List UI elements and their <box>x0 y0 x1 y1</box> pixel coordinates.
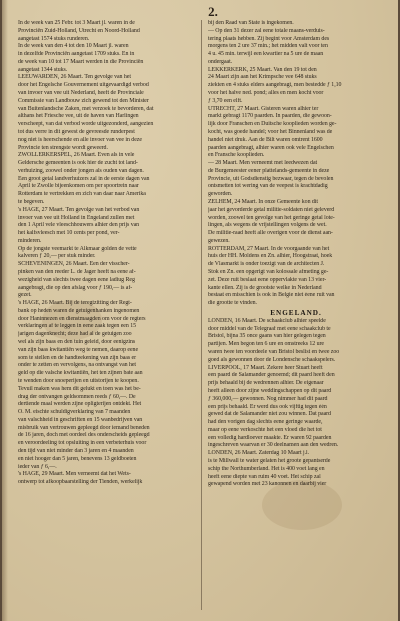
text-line: kante ellen. Zij is de grootste welke in Nederland <box>208 284 322 291</box>
text-line: gezet. <box>18 292 32 299</box>
text-line: — 28 Maart. Men verneemt met leedwezen dat <box>208 160 318 167</box>
text-line: de Burgemeester eener plattelands-gemeente in deze <box>208 167 330 174</box>
text-line: had den vorigen dag slechts eene geringe waarde, <box>208 419 323 426</box>
text-line: den 1 April vele vleeschhouwers alhier den prijs van <box>18 222 140 229</box>
text-line: lijk door Franschen en Duitsche kooplieden worden ge- <box>208 121 337 128</box>
text-line: heeft alleen door zijne weddingschappen op dit paard <box>208 387 332 394</box>
text-line: bij den Raad van State is ingekomen. <box>208 20 294 26</box>
text-line: Stok en Zn. een opgerigt van kolossale afmeting ge- <box>208 269 329 275</box>
text-line: paarden aangebragt, alhier waren ook vele Engelschen <box>208 144 334 151</box>
text-line: lingen, als wegens de vrijstellingen volgens de wet. <box>208 222 327 229</box>
text-line: en veroordeeling tot opsluiting in een verbeterhuis voor <box>18 440 147 447</box>
page-edge-shadow <box>2 0 8 621</box>
text-line: te wenden door snoeperijen en uitstorijen te koopen. <box>18 377 139 384</box>
text-line: van valschheid in geschriften en 15 wanbedrijven van <box>18 416 143 423</box>
text-line: van Buitenlandsche Zaken, met verzoek te bevorderen, dat <box>18 105 154 112</box>
text-line: bestaat en misschien is ook in Belgie niet éene ruit van <box>208 292 335 299</box>
text-line: heeft eene diepte van ruim 40 voet. Het schip zal <box>208 473 321 480</box>
text-line: de 16 jaren, doch met oordeel des onderscheids gepleegd <box>18 432 150 439</box>
column-divider <box>201 20 202 610</box>
text-line: markt gebragt 1170 paarden. In paarden, die gewoon- <box>208 113 332 120</box>
text-line: tering plaats hebben. Zij begint voor Amsterdam des <box>208 35 330 42</box>
right-column-top <box>208 20 384 308</box>
text-line: worden, zoowel ten gevolge van het geringe getal lote- <box>208 214 335 221</box>
text-line: bank op heden waren de getuigenhanken ingenomen <box>18 307 140 314</box>
right-column <box>208 20 384 489</box>
text-line: ontwerp tot afkoopbaarstelling der Tienden, werkelijk <box>18 479 143 486</box>
text-line: LEEUWARDEN, 26 Maart. Ten gevolge van het <box>18 74 131 81</box>
text-line: De militie-raad heeft alle overigen voor de dienst aan- <box>208 230 333 237</box>
text-line: ingeschreven waarvan er 30 deelnamen aan den wedren. <box>208 442 339 449</box>
text-line: minderen. <box>18 237 42 244</box>
text-line: van invoer van vee uit Nederland, heeft de Provinciale <box>18 90 144 97</box>
text-line: morgens ten 2 ure 37 min.; het midden valt voor ten <box>208 43 328 50</box>
text-line: kocht, was goede handel; voor het Binnenland was de <box>208 128 333 135</box>
text-line: Provincie, uit Godsdienstig bezwaar, tegen de bevolen <box>208 175 334 182</box>
text-line: geld op die valsche kwitantiën, het ten zijnen bate aan <box>18 370 143 377</box>
text-line: den tijd van niet minder dan 3 jaren en 4 maanden <box>18 447 134 454</box>
text-line: waren twee ten voordeele van Bristol beslist en twee zoo <box>208 349 340 356</box>
text-line: 4 u. 45 min. terwijl een kwartier na 5 ure de maan <box>208 51 324 58</box>
text-line: 's HAGE, 26 Maart. Bij de teregtzitting der Regt- <box>18 300 132 307</box>
text-line: jaar het gevorderde getal militie-soldaten niet geleverd <box>208 206 335 213</box>
text-line: SCHEVENINGEN, 26 Maart. Een der visscher- <box>18 261 130 268</box>
text-line: de Vlasmarkt is onder toezigt van de architecten J. <box>208 261 325 268</box>
text-line: pinken van den reeder L. de Jager heeft na eene af- <box>18 269 136 275</box>
text-line: ZELHEM, 24 Maart. In onze Gemeente kon dit <box>208 198 318 205</box>
text-line: prijs behaald bij de wedrennen alhier. De eigenaar <box>208 380 324 387</box>
text-line: verhuizing, zoowel onder jongen als ouden van dagen. <box>18 167 144 174</box>
text-line: kalveren ƒ 20,— per stuk minder. <box>18 253 96 260</box>
left-column <box>18 20 194 487</box>
text-line: aangebragt, die op den afslag voor ƒ 190,— is af- <box>18 284 133 291</box>
text-line: althans het Friesche vee, uit de haven van Harlingen <box>18 113 139 120</box>
text-line: Op de jongste veemarkt te Alkmaar golden de vette <box>18 245 137 252</box>
text-line: aangetast 1574 stuks runderen. <box>18 35 90 42</box>
text-line: UTRECHT, 27 Maart. Gisteren waren alhier ter <box>208 105 319 112</box>
text-line: een volledig hardloever maakte. Er waren 92 paarden <box>208 434 332 441</box>
text-line: een prijs behaald. Er werd dus ook vijftig tegen één <box>208 403 327 410</box>
section-heading-engeland: ENGELAND. <box>270 308 322 317</box>
text-line: dertiende maal werden zijne opligterijen ontdekt. Het <box>18 401 142 408</box>
text-line: 24 Maart zijn aan het Krimpsche vee 648 stuks <box>208 74 317 81</box>
text-line: is te Millwall te water gelaten het groote gepantserde <box>208 457 331 464</box>
text-line: Geldersche gemeenten is ook hier de zucht tot land- <box>18 160 138 167</box>
text-line: jarigen dagenknecht; deze had al de getuigen zoo <box>18 331 132 338</box>
text-line: verscheept, van dat verbod worde uitgezonderd, aangezien <box>18 121 154 128</box>
text-line: die grootte te vinden. <box>208 300 257 307</box>
text-line: schip the Northumberland. Het is 400 voet lang en <box>208 465 325 472</box>
text-line: handel niet druk. Aan de Bilt waren omtrent 1600 <box>208 136 323 143</box>
text-line: April te Zwolle bijeenkomen om per spoortrein naar <box>18 183 139 190</box>
text-line: misbruik van vertrouwen gepleegd door iemand beneden <box>18 424 150 431</box>
text-line: ontsmetten tot wering van de veepest is krachtdadig <box>208 183 328 190</box>
text-line: geworden. <box>208 191 233 198</box>
text-line: wezigheid van slechts twee dagen eene ladiug Reg <box>18 276 135 283</box>
text-line: In de week van den 4 tot den 10 Maart jl. waren <box>18 43 129 50</box>
text-line: Tevuil maken was hem dit gelukt en toen was het be- <box>18 385 141 392</box>
text-line: gewapend worden met 23 kanonnen en daarbij vier <box>208 481 327 488</box>
text-line: het kalfsvleesch met 10 cents per pond, ver- <box>18 230 120 237</box>
text-line: ondergaat. <box>208 58 233 65</box>
text-line: LONDEN, 16 Maart. De schaakclub alhier speelde <box>208 317 326 324</box>
text-line: nog niet is heerschende en alle invoer van vee in deze <box>18 136 142 143</box>
text-line: verklaringen af te leggen in eene zaak tegen een 15 <box>18 323 136 330</box>
text-line: Bristol, bijna 35 once gaans van hier gelegen tegen <box>208 333 326 340</box>
text-line: Provinciën Zuid-Holland, Utrecht en Noord-Holland <box>18 27 140 34</box>
text-line: ƒ 3,70 een elft. <box>208 97 243 104</box>
text-line: en Fransche kooplieden. <box>208 152 265 159</box>
page-number: 2. <box>208 4 218 19</box>
text-line: LEKKERKERK, 25 Maart. Van den 19 tot den <box>208 66 317 73</box>
newspaper-page <box>2 0 398 621</box>
text-line: In de week van 25 Febr. tot 3 Maart jl. waren in de <box>18 20 135 26</box>
text-line: LIVERPOOL, 17 Maart. Zekere heer Stuart heeft <box>208 364 323 371</box>
text-line: tot dus verre in dit gewest de gevreesde runderpest <box>18 128 135 135</box>
right-column-bottom <box>208 318 384 489</box>
text-line: wel als zijn baas en den tuin geleid, door eenigzins <box>18 339 136 346</box>
text-line: door Haninnezen en dienstmaagden om voor de regters <box>18 315 146 322</box>
text-line: partijen. Men begon ten 6 ure en omstreeks 12 ure <box>208 341 324 348</box>
text-line: voor het halve ned. pond; alles en men kocht voor <box>208 90 324 97</box>
text-line: Commissie van Landbouw zich gewend tot den Minister <box>18 97 149 104</box>
text-line: ZWOLLERKERSPEL, 26 Maart. Even als in vele <box>18 152 135 159</box>
text-line: van zijn baas kwitantiën weg te nemen, daarop eene <box>18 346 139 353</box>
text-line: LONDEN, 26 Maart. Zaterdag 10 Maart j.l. <box>208 450 310 457</box>
text-line: 's HAGE, 27 Maart. Ten gevolge van het verbod van <box>18 206 140 213</box>
text-line: gewezen. <box>208 237 230 244</box>
text-line: som te stellen en de handteekening van zijn baas er <box>18 354 137 361</box>
text-line: drag der ontvangen geldsommen reeds ƒ 60,—. De <box>18 393 136 400</box>
text-line: onder te zetten en vervolgens, na ontvangst van het <box>18 362 137 369</box>
text-line: in dezelfde Provinciën aangetast 1709 stuks. En in <box>18 51 135 58</box>
text-line: Provincie ten strengste wordt geweerd. <box>18 144 108 151</box>
text-line: huis der HH. Moldens en Zn. alhier, Hoogstraat, hoek <box>208 253 333 260</box>
text-line: goed als gewonnen door de Londensche schaakspelers. <box>208 356 336 363</box>
text-line: ieder van ƒ 6,—. <box>18 463 57 470</box>
text-line: een paard de Salamander genoemd; dit paard heeft den <box>208 372 335 379</box>
text-line: de week van 10 tot 17 Maart werden in die Provinciën <box>18 58 144 65</box>
text-line: ziekten en 4 stuks elders aangebragt, men bestedde ƒ 1,10 <box>208 82 342 89</box>
text-line: te begeven. <box>18 198 45 205</box>
text-line: invoer van vee uit Holland in Engeland zullen met <box>18 214 135 221</box>
text-line: zet. Deze ruit beslaat eene oppervlakte van 13 vier- <box>208 276 327 283</box>
text-line: O. M. eischte schuldigverklaring van 7 maanden <box>18 409 131 416</box>
text-line: aangetast 1344 stuks. <box>18 66 68 73</box>
text-line: 's HAGE, 29 Maart. Men verneemt dat het Wets- <box>18 471 131 478</box>
text-line: Rotterdam te vertrekken en zich van daar naar Amerika <box>18 191 146 198</box>
text-line: maar op eene verkoschte het een vloed die het tot <box>208 426 322 433</box>
text-line: door middel van de Telegraaf met eene schaakclub te <box>208 325 331 332</box>
text-line: door het Engelsche Gouvernement uitgevaardigd verbod <box>18 82 149 89</box>
text-line: Een groot getal landverhuizers zal in de eerste dagen van <box>18 175 150 182</box>
text-line: en niet hooger dan 5 jaren, benevens 13 geldboeten <box>18 455 137 462</box>
text-line: ROTTERDAM, 27 Maart. In de voorgaande van het <box>208 245 330 252</box>
text-line: gewed dat de Salamander niet zou winnen. Dat paard <box>208 411 331 418</box>
text-line: ƒ 360,000,— gewonnen. Nog nimmer had dit paard <box>208 395 328 402</box>
text-line: — Op den 31 dezer zal eene totale maans-verduis- <box>208 27 325 34</box>
